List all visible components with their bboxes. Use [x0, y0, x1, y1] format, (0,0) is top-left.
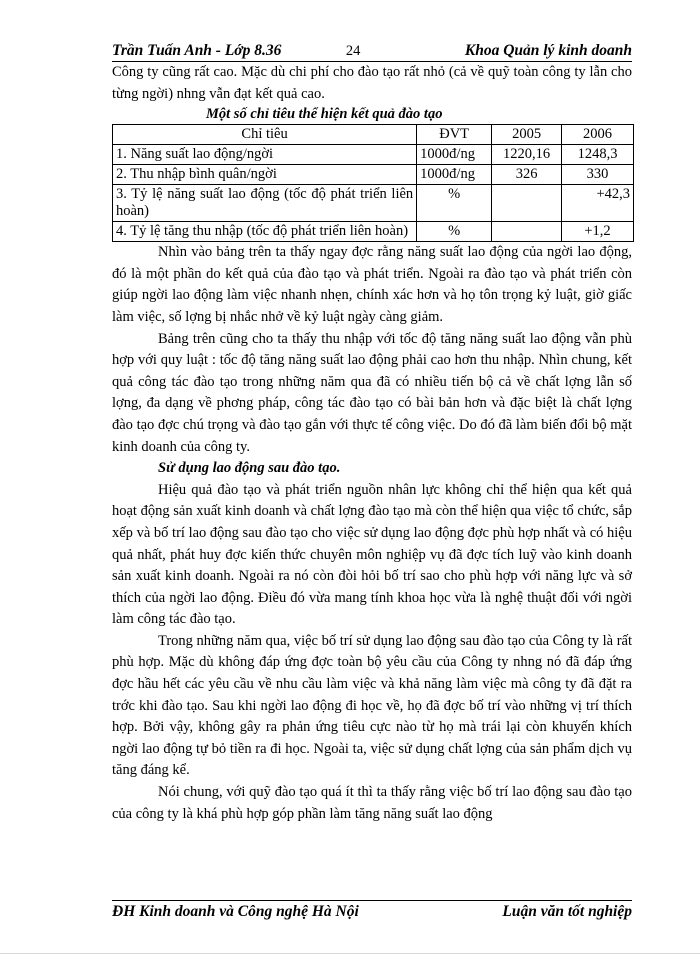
- header-department: Khoa Quản lý kinh doanh: [464, 42, 632, 59]
- table-cell: %: [417, 185, 492, 222]
- table-row: [113, 185, 634, 222]
- paragraph: Bảng trên cũng cho ta thấy thu nhập với tốc độ tăng năng suất lao động vẫn phù hợp với quy luật : tốc độ tăng năng suất lao động phải cao hơn thu nhập. Nhìn chung, kết quả công tác đào tạo trong những năm qua đã có nhiều tiến bộ cả về chất lợng lẫn số lợng, đa dạng về phơng pháp, công tác đào tạo có bài bản hơn và đặc biệt là chất lợng đào tạo đợc chú trọng và đào tạo gắn với thực tế công việc. Do đó đã làm biến đổi bộ mặt kinh doanh của công ty.: [112, 330, 632, 455]
- page-number: 24: [345, 43, 361, 59]
- table-cell: %: [417, 222, 492, 242]
- table-cell: +42,3: [562, 185, 634, 222]
- paragraph: Nhìn vào bảng trên ta thấy ngay đợc rằng năng suất lao động của ngời lao động, đó là một phần do kết quả của đào tạo và phát triển. Ngoài ra đào tạo và phát triển còn giúp ngời lao động làm việc nhanh nhẹn, chính xác hơn và họ tôn trọng kỷ luật, giờ giấc làm việc, số lợng bị nhắc nhở về kỷ luật ngày càng giảm.: [112, 244, 632, 325]
- paragraph: Công ty cũng rất cao. Mặc dù chi phí cho đào tạo rất nhỏ (cả về quỹ toàn công ty lẫn cho từng ngời) nhng vẫn đạt kết quả cao.: [112, 64, 632, 102]
- footer-thesis-label: Luận văn tốt nghiệp: [502, 903, 632, 920]
- table-cell: 3. Tỷ lệ năng suất lao động (tốc độ phát triển liên hoàn): [113, 185, 417, 222]
- table-cell: 1248,3: [562, 145, 634, 165]
- table-header-cell: 2006: [562, 125, 634, 145]
- table-cell: 1000đ/ng: [417, 165, 492, 185]
- table-caption: Một số chỉ tiêu thể hiện kết quả đào tạo: [206, 106, 443, 123]
- page-footer: [112, 900, 632, 921]
- table-cell: +1,2: [562, 222, 634, 242]
- table-header-cell: ĐVT: [417, 125, 492, 145]
- document-page: [112, 40, 632, 825]
- paragraph: Hiệu quả đào tạo và phát triển nguồn nhân lực không chỉ thể hiện qua kết quả hoạt động sản xuất kinh doanh và chất lợng đào tạo mà còn thể hiện qua việc tổ chức, sắp xếp và bố trí lao động sau đào tạo cho việc sử dụng lao động đợc phù hợp nhất và có hiệu quả nhất, phát huy đợc kiến thức chuyên môn nghiệp vụ đã đợc tích luỹ vào kinh doanh sản xuất kinh doanh. Ngoài ra nó còn đòi hỏi bố trí sao cho phù hợp với năng lực và sở thích của ngời lao động. Điều đó vừa mang tính khoa học vừa là nghệ thuật đối với ngời làm công tác đào tạo.: [112, 481, 632, 628]
- header-author: Trần Tuấn Anh - Lớp 8.36: [112, 42, 282, 59]
- table-cell: 2. Thu nhập bình quân/ngời: [113, 165, 417, 185]
- table-cell: 1000đ/ng: [417, 145, 492, 165]
- table-cell: 1220,16: [492, 145, 562, 165]
- section-subheading: Sử dụng lao động sau đào tạo.: [158, 460, 341, 477]
- table-row: [113, 222, 634, 242]
- document-body: [112, 62, 632, 825]
- table-row: [113, 145, 634, 165]
- footer-university: ĐH Kinh doanh và Công nghệ Hà Nội: [112, 903, 359, 920]
- paragraph: Nói chung, với quỹ đào tạo quá ít thì ta thấy rằng việc bố trí lao động sau đào tạo của công ty là khá phù hợp góp phần làm tăng năng suất lao động: [112, 784, 632, 822]
- paragraph: Trong những năm qua, việc bố trí sử dụng lao động sau đào tạo của Công ty là rất phù hợp. Mặc dù không đáp ứng đợc toàn bộ yêu cầu của Công ty nhng nó đã đáp ứng đợc hầu hết các yêu cầu về nhu cầu làm việc và khả năng làm việc mà công ty đã đặt ra trớc khi đào tạo. Sau khi ngời lao động đi học về, họ đã đợc bố trí vào những vị trí thích hợp. Bởi vậy, không gây ra phản ứng tiêu cực nào từ họ mà trái lại còn khuyến khích ngời lao động tự bỏ tiền ra đi học. Ngoài ta, việc sử dụng chất lợng của sản phẩm dịch vụ tăng đáng kể.: [112, 632, 632, 779]
- table-cell: 4. Tỷ lệ tăng thu nhập (tốc độ phát triển liên hoàn): [113, 222, 417, 242]
- results-table: [112, 124, 634, 242]
- table-cell: [492, 222, 562, 242]
- table-header-row: [113, 125, 634, 145]
- table-header-cell: Chỉ tiêu: [113, 125, 417, 145]
- table-cell: 1. Năng suất lao động/ngời: [113, 145, 417, 165]
- table-cell: 326: [492, 165, 562, 185]
- table-row: [113, 165, 634, 185]
- table-header-cell: 2005: [492, 125, 562, 145]
- page-header: [112, 40, 632, 62]
- table-cell: [492, 185, 562, 222]
- page-bottom-divider: [0, 953, 700, 954]
- table-cell: 330: [562, 165, 634, 185]
